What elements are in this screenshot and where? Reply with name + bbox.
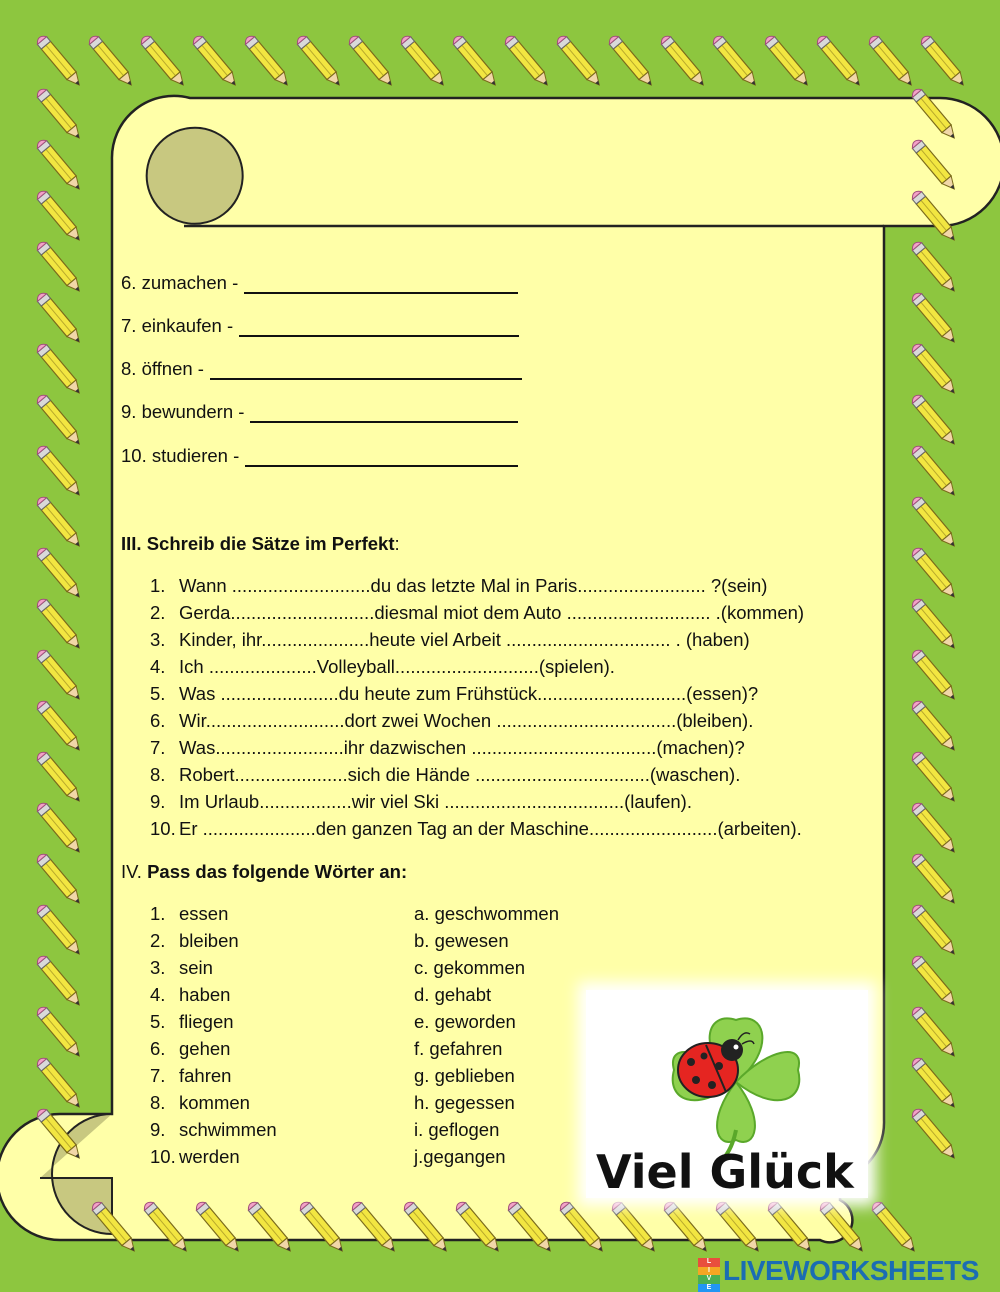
list-item[interactable]: i. geflogen <box>414 1119 500 1140</box>
list-item[interactable] <box>150 1143 277 1170</box>
item-number: 9. <box>150 1119 166 1140</box>
item-label: 6. zumachen - <box>121 272 239 293</box>
item-text: Ich .....................Volleyball............................(spielen). <box>179 656 615 677</box>
section-4-heading <box>121 861 407 883</box>
item-text: Gerda............................diesmal miot dem Auto ............................ .(kommen) <box>179 602 805 623</box>
item-number: 10. <box>150 1146 176 1167</box>
fill-item-6 <box>121 272 518 294</box>
item-number: 3. <box>150 629 166 650</box>
item-number: 5. <box>150 683 166 704</box>
liveworksheets-logo <box>698 1255 979 1291</box>
item-text: Wir...........................dort zwei Wochen ...................................(bleiben). <box>179 710 754 731</box>
item-number: 8. <box>150 764 166 785</box>
item-text: Kinder, ihr.....................heute viel Arbeit ................................ . (haben) <box>179 629 750 650</box>
good-luck-image <box>586 990 868 1198</box>
item-number: 1. <box>150 575 166 596</box>
item-number: 5. <box>150 1011 166 1032</box>
list-item[interactable] <box>150 1089 277 1116</box>
list-item[interactable] <box>150 981 277 1008</box>
heading-text: Pass das folgende Wörter an: <box>147 861 408 882</box>
item-text: essen <box>179 903 229 924</box>
fill-item-8 <box>121 358 522 380</box>
item-label: 7. einkaufen - <box>121 315 234 336</box>
four-leaf-clover-icon <box>586 990 868 1198</box>
item-number: 10. <box>150 818 176 839</box>
badge-letter: I <box>698 1267 720 1276</box>
list-item[interactable]: f. gefahren <box>414 1038 503 1059</box>
item-text: sein <box>179 957 213 978</box>
brand-name: LIVEWORKSHEETS <box>723 1255 979 1286</box>
list-item[interactable] <box>150 927 277 954</box>
list-item[interactable]: g. geblieben <box>414 1065 515 1086</box>
list-item[interactable] <box>150 1035 277 1062</box>
heading-numeral: IV. <box>121 861 142 882</box>
list-item[interactable]: b. gewesen <box>414 930 509 951</box>
list-item <box>150 761 804 788</box>
list-item <box>150 788 804 815</box>
heading-colon: : <box>394 533 400 554</box>
item-number: 9. <box>150 791 166 812</box>
list-item <box>150 815 804 842</box>
answer-blank[interactable] <box>210 358 522 380</box>
item-label: 9. bewundern - <box>121 401 245 422</box>
item-text: werden <box>179 1146 240 1167</box>
participle-list <box>414 900 559 1170</box>
item-number: 2. <box>150 602 166 623</box>
item-number: 1. <box>150 903 166 924</box>
list-item <box>150 707 804 734</box>
list-item <box>150 572 804 599</box>
badge-letter: L <box>698 1258 720 1267</box>
item-number: 4. <box>150 656 166 677</box>
section-3-heading <box>121 533 400 555</box>
item-label: 10. studieren - <box>121 445 240 466</box>
sentence-list <box>150 572 804 842</box>
item-number: 6. <box>150 710 166 731</box>
list-item[interactable]: e. geworden <box>414 1011 516 1032</box>
list-item <box>150 734 804 761</box>
item-number: 6. <box>150 1038 166 1059</box>
answer-blank[interactable] <box>250 401 518 423</box>
item-text: fliegen <box>179 1011 234 1032</box>
list-item <box>150 626 804 653</box>
list-item[interactable] <box>150 900 277 927</box>
item-text: haben <box>179 984 231 1005</box>
answer-blank[interactable] <box>245 445 518 467</box>
answer-blank[interactable] <box>244 272 518 294</box>
item-text: gehen <box>179 1038 231 1059</box>
list-item[interactable]: d. gehabt <box>414 984 492 1005</box>
live-badge-icon <box>698 1258 720 1291</box>
badge-letter: E <box>698 1284 720 1292</box>
list-item[interactable] <box>150 954 277 981</box>
list-item[interactable] <box>150 1116 277 1143</box>
list-item[interactable] <box>150 1008 277 1035</box>
list-item[interactable]: h. gegessen <box>414 1092 515 1113</box>
heading-text: III. Schreib die Sätze im Perfekt <box>121 533 395 554</box>
item-number: 7. <box>150 737 166 758</box>
list-item[interactable]: j.gegangen <box>414 1146 506 1167</box>
list-item <box>150 680 804 707</box>
item-text: Im Urlaub..................wir viel Ski ...................................(laufen). <box>179 791 692 812</box>
list-item[interactable]: c. gekommen <box>414 957 526 978</box>
list-item <box>150 653 804 680</box>
item-number: 4. <box>150 984 166 1005</box>
item-text: Robert......................sich die Hände ..................................(waschen). <box>179 764 741 785</box>
answer-blank[interactable] <box>239 315 519 337</box>
item-text: Was .......................du heute zum Frühstück.............................(essen)? <box>179 683 759 704</box>
item-text: Wann ...........................du das letzte Mal in Paris......................... ?(sein) <box>179 575 768 596</box>
fill-item-9 <box>121 401 518 423</box>
fill-item-10 <box>121 445 518 467</box>
item-text: bleiben <box>179 930 239 951</box>
item-number: 3. <box>150 957 166 978</box>
list-item[interactable]: a. geschwommen <box>414 903 559 924</box>
item-number: 7. <box>150 1065 166 1086</box>
list-item <box>150 599 804 626</box>
item-number: 2. <box>150 930 166 951</box>
item-text: fahren <box>179 1065 232 1086</box>
item-text: schwimmen <box>179 1119 277 1140</box>
image-caption: Viel Glück <box>596 1145 854 1198</box>
badge-letter: V <box>698 1275 720 1284</box>
verb-list <box>150 900 277 1170</box>
item-text: Er ......................den ganzen Tag an der Maschine.........................(arbeiten). <box>179 818 802 839</box>
item-number: 8. <box>150 1092 166 1113</box>
item-text: kommen <box>179 1092 250 1113</box>
fill-item-7 <box>121 315 519 337</box>
item-text: Was.........................ihr dazwischen ....................................(machen)? <box>179 737 745 758</box>
item-label: 8. öffnen - <box>121 358 204 379</box>
list-item[interactable] <box>150 1062 277 1089</box>
